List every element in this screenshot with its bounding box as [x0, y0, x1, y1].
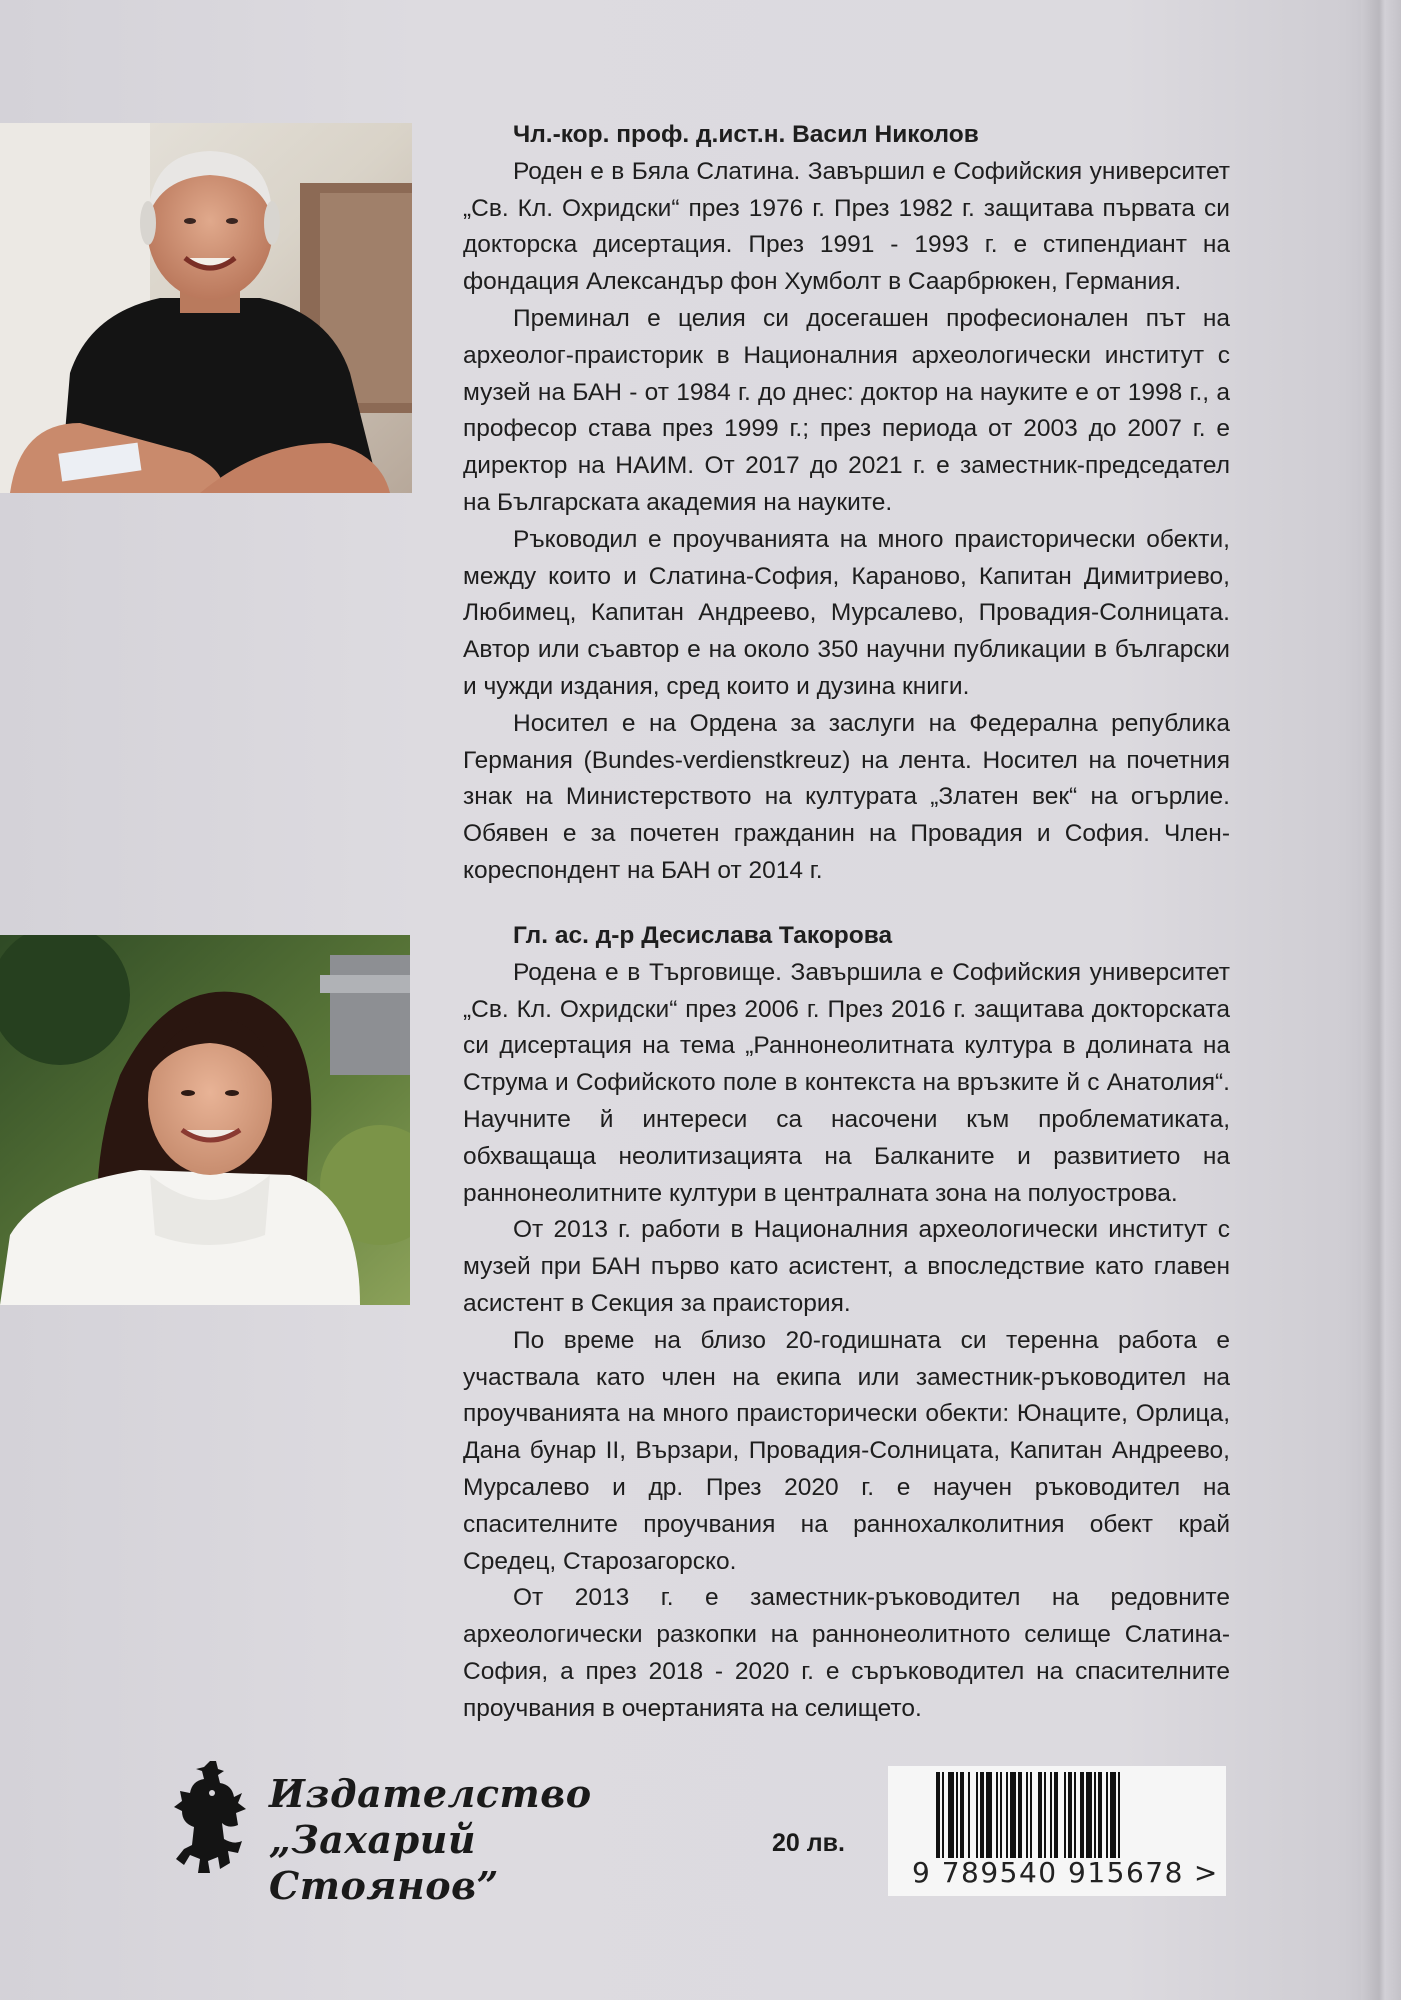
barcode-bar [1044, 1772, 1046, 1858]
author1-paragraph: Носител е на Ордена за заслуги на Федерална република Германия (Bundes-verdienstkreuz) на лента. Носител на почетния знак на Министерството на културата „Златен век“ на огърлие. Обявен е за почетен гражданин на Провадия и София. Член-кореспондент на БАН от 2014 г. [463, 709, 1230, 884]
barcode-bar [1098, 1772, 1102, 1858]
barcode-bar [960, 1772, 964, 1858]
barcode-bar [1094, 1772, 1096, 1858]
barcode-bar [936, 1772, 940, 1858]
author2-paragraph: От 2013 г. работи в Националния археологически институт с музей при БАН първо като асистент, а впоследствие като главен асистент в Секция за праистория. [463, 1216, 1230, 1317]
author2-bio [463, 918, 1230, 1728]
barcode-bar [1080, 1772, 1084, 1858]
publisher-name [269, 1771, 702, 1909]
isbn-digits: 9 789540 915678 [912, 1856, 1184, 1889]
author1-name: Чл.-кор. проф. д.ист.н. Васил Николов [513, 121, 979, 148]
barcode-bar [976, 1772, 978, 1858]
barcode-bar [1054, 1772, 1058, 1858]
barcode-bar [1018, 1772, 1022, 1858]
publisher-block [172, 1757, 702, 1908]
barcode-bar [1106, 1772, 1108, 1858]
barcode-bar [1064, 1772, 1066, 1858]
barcode-bar [942, 1772, 944, 1858]
barcode-bar [1068, 1772, 1072, 1858]
lion-icon [172, 1757, 254, 1877]
isbn-number [912, 1856, 1219, 1889]
barcode-bar [1038, 1772, 1042, 1858]
author2-name: Гл. ас. д-р Десислава Такорова [513, 922, 893, 949]
author2-paragraph: По време на близо 20-годишната си теренна работа е участвала като член на екипа или заместник-ръководител на проучванията на много праисторически обекти: Юнаците, Орлица, Дана бунар II, Вързари, Провадия-Солницата, Капитан Андреево, Мурсалево и др. През 2020 г. е научен ръководител на спасителните проучвания на раннохалколитния обект край Средец, Старозагорско. [463, 1326, 1230, 1575]
publisher-line-2: „Захарий Стоянов” [269, 1817, 499, 1908]
author1-photo [0, 123, 412, 493]
barcode-bar [968, 1772, 970, 1858]
barcode-bar [1110, 1772, 1116, 1858]
barcode-bar [1000, 1772, 1002, 1858]
barcode-bar [1086, 1772, 1092, 1858]
barcode-bar [1010, 1772, 1016, 1858]
barcode-bar [1074, 1772, 1076, 1858]
barcode-bar [956, 1772, 958, 1858]
barcode-bar [1026, 1772, 1028, 1858]
barcode-bar [948, 1772, 954, 1858]
author1-paragraph: Преминал е целия си досегашен професионален път на археолог-праисторик в Националния археологически институт с музей на БАН - от 1984 г. до днес: доктор на науките е от 1998 г., а професор става през 1999 г.; през периода от 2003 до 2007 г. е директор на НАИМ. От 2017 до 2021 г. е заместник-председател на Българската академия на науките. [463, 304, 1230, 516]
publisher-line-1: Издателство [269, 1771, 592, 1816]
barcode-bar [980, 1772, 984, 1858]
author2-paragraph: От 2013 г. е заместник-ръководител на редовните археологически разкопки на раннонеолитното селище Слатина-София, а през 2018 - 2020 г. е съръководител на спасителните проучвания в очертанията на селището. [463, 1584, 1230, 1722]
barcode-bar [1030, 1772, 1032, 1858]
spine-edge [1361, 0, 1401, 2000]
barcode-bar [986, 1772, 992, 1858]
price-label: 20 лв. [772, 1829, 845, 1857]
barcode-bar [1050, 1772, 1052, 1858]
barcode-bars [936, 1772, 1176, 1858]
author1-paragraph: Роден е в Бяла Слатина. Завършил е Софийския университет „Св. Кл. Охридски“ през 1976 г. През 1982 г. защитава първата си докторска дисертация. През 1991 - 1993 г. е стипендиант на фондация Александър фон Хумболт в Саарбрюкен, Германия. [463, 157, 1230, 296]
barcode-bar [1006, 1772, 1008, 1858]
barcode-bar [996, 1772, 998, 1858]
author2-photo [0, 935, 410, 1305]
author1-bio [463, 117, 1230, 890]
isbn-arrow: > [1193, 1856, 1219, 1889]
barcode [888, 1766, 1226, 1896]
barcode-bar [1118, 1772, 1120, 1858]
author2-paragraph: Родена е в Търговище. Завършила е Софийския университет „Св. Кл. Охридски“ през 2006 г. През 2016 г. защитава докторската си дисертация на тема „Раннонеолитната култура в долината на Струма и Софийското поле в контекста на връзките й с Анатолия“. Научните й интереси са насочени към проблематиката, обхващаща неолитизацията на Балканите и развитието на раннонеолитните култури в централната зона на полуострова. [463, 958, 1230, 1207]
author1-paragraph: Ръководил е проучванията на много праисторически обекти, между които и Слатина-София, Караново, Капитан Димитриево, Любимец, Капитан Андреево, Мурсалево, Провадия-Солницата. Автор или съавтор е на около 350 научни публикации в български и чужди издания, сред които и дузина книги. [463, 525, 1230, 700]
